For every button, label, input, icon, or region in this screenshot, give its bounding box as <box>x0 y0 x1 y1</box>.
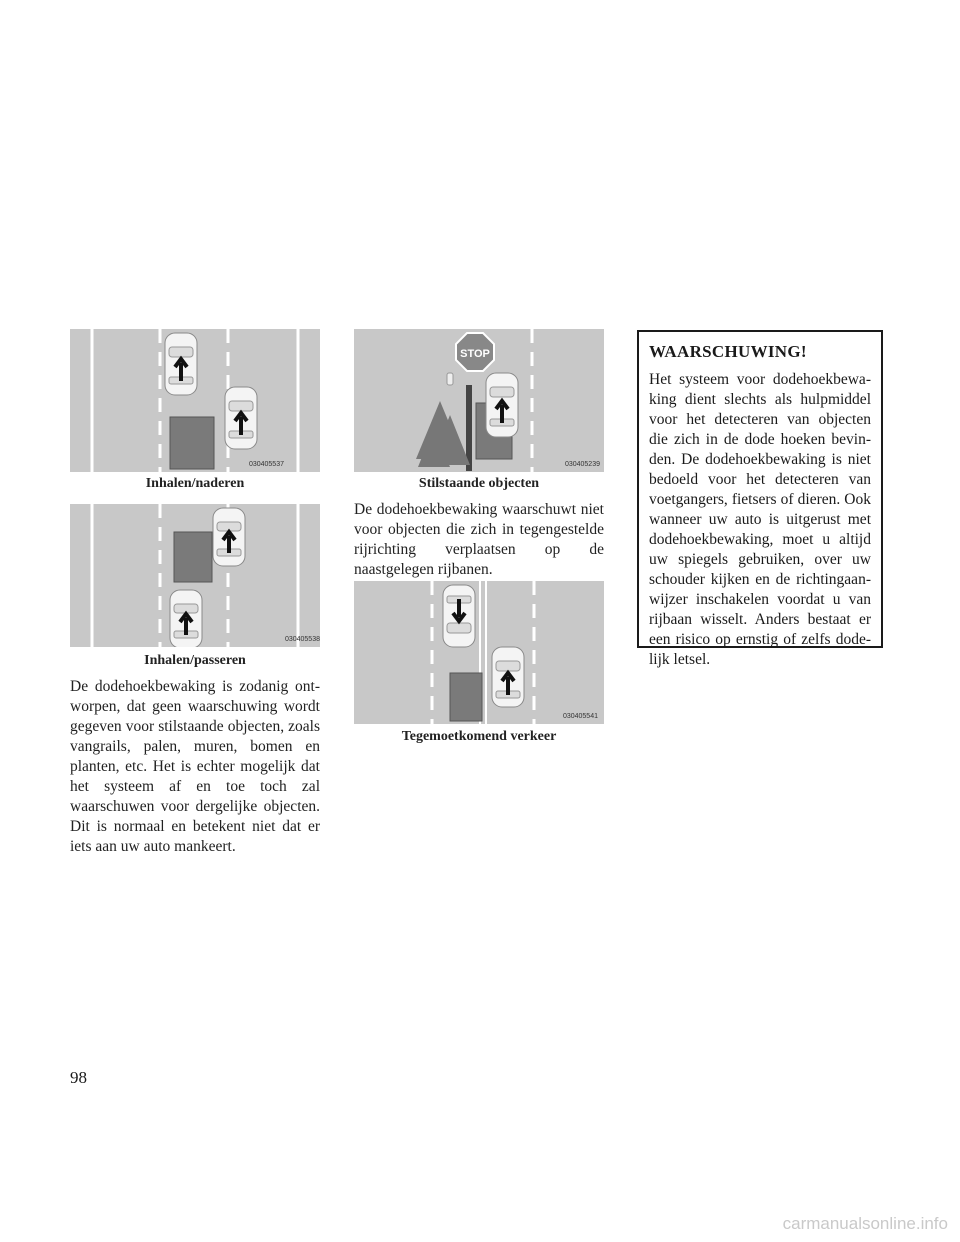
stop-sign <box>456 333 494 371</box>
blind-spot-zone <box>174 532 212 582</box>
diagram-overtaking-passing <box>70 504 320 647</box>
car-top-view <box>443 585 475 647</box>
diagram-oncoming-traffic <box>354 581 604 724</box>
figure-overtaking-approaching <box>70 329 320 472</box>
diagram-overtaking-approaching <box>70 329 320 472</box>
figure-oncoming-traffic <box>354 581 604 724</box>
figure-overtaking-passing <box>70 504 320 647</box>
figure-code: 030405239 <box>564 461 600 468</box>
diagram-stationary-objects <box>354 329 604 472</box>
car-top-view <box>492 647 524 707</box>
figure-caption: Inhalen/naderen <box>145 476 245 491</box>
body-paragraph-oncoming: De dodehoekbewaking waarschuwt niet voor objecten die zich in tegengestelde rijrichting verplaatsen op de naastgelegen rijbanen. <box>354 501 604 578</box>
car-top-view <box>225 387 257 449</box>
figure-code: 030405541 <box>562 713 598 720</box>
car-top-view <box>213 508 245 566</box>
warning-box <box>637 330 883 668</box>
figure-code: 030405537 <box>248 461 284 468</box>
warning-title: WAARSCHUWING! <box>649 342 807 361</box>
blind-spot-zone <box>170 417 214 469</box>
svg-text:STOP: STOP <box>460 348 490 360</box>
body-paragraph-stationary: De dodehoekbewaking is zodanig ontworpen, dat geen waarschuwing wordt gegeven voor stilstaande objecten, zoals vangrails, palen, muren, bomen en planten, etc. Het is echter mogelijk dat het systeem af en toe toch zal waarschuwen voor dergelijke objecten. Dit is normaal en betekent niet dat er iets aan uw auto mankeert. <box>70 678 320 855</box>
car-top-view <box>486 373 518 437</box>
figure-stationary-objects <box>354 329 604 472</box>
figure-code: 030405538 <box>284 636 320 643</box>
figure-caption: Stilstaande objecten <box>418 476 540 491</box>
warning-text: Het systeem voor dodehoekbewaking dient slechts als hulpmiddel voor het detecteren van objecten die zich in de dode hoeken bevinden. De dodehoekbewaking is niet bedoeld voor het detecteren van voetgangers, fietsers of dieren. Ook wanneer uw auto is uitgerust met dodehoekbewaking, moet u altijd uw spiegels gebruiken, over uw schouder kijken en de richtingaanwijzer inschakelen voordat u van rijbaan wisselt. Anders bestaat er een risico op ernstig of zelfs dodelijk letsel. <box>649 371 871 668</box>
watermark: carmanualsonline.info <box>782 1214 948 1233</box>
figure-caption: Tegemoetkomend verkeer <box>401 729 557 744</box>
blind-spot-zone <box>450 673 482 721</box>
page-number: 98 <box>70 1068 87 1087</box>
car-top-view <box>165 333 197 395</box>
car-top-view <box>170 590 202 647</box>
figure-caption: Inhalen/passeren <box>144 653 246 668</box>
